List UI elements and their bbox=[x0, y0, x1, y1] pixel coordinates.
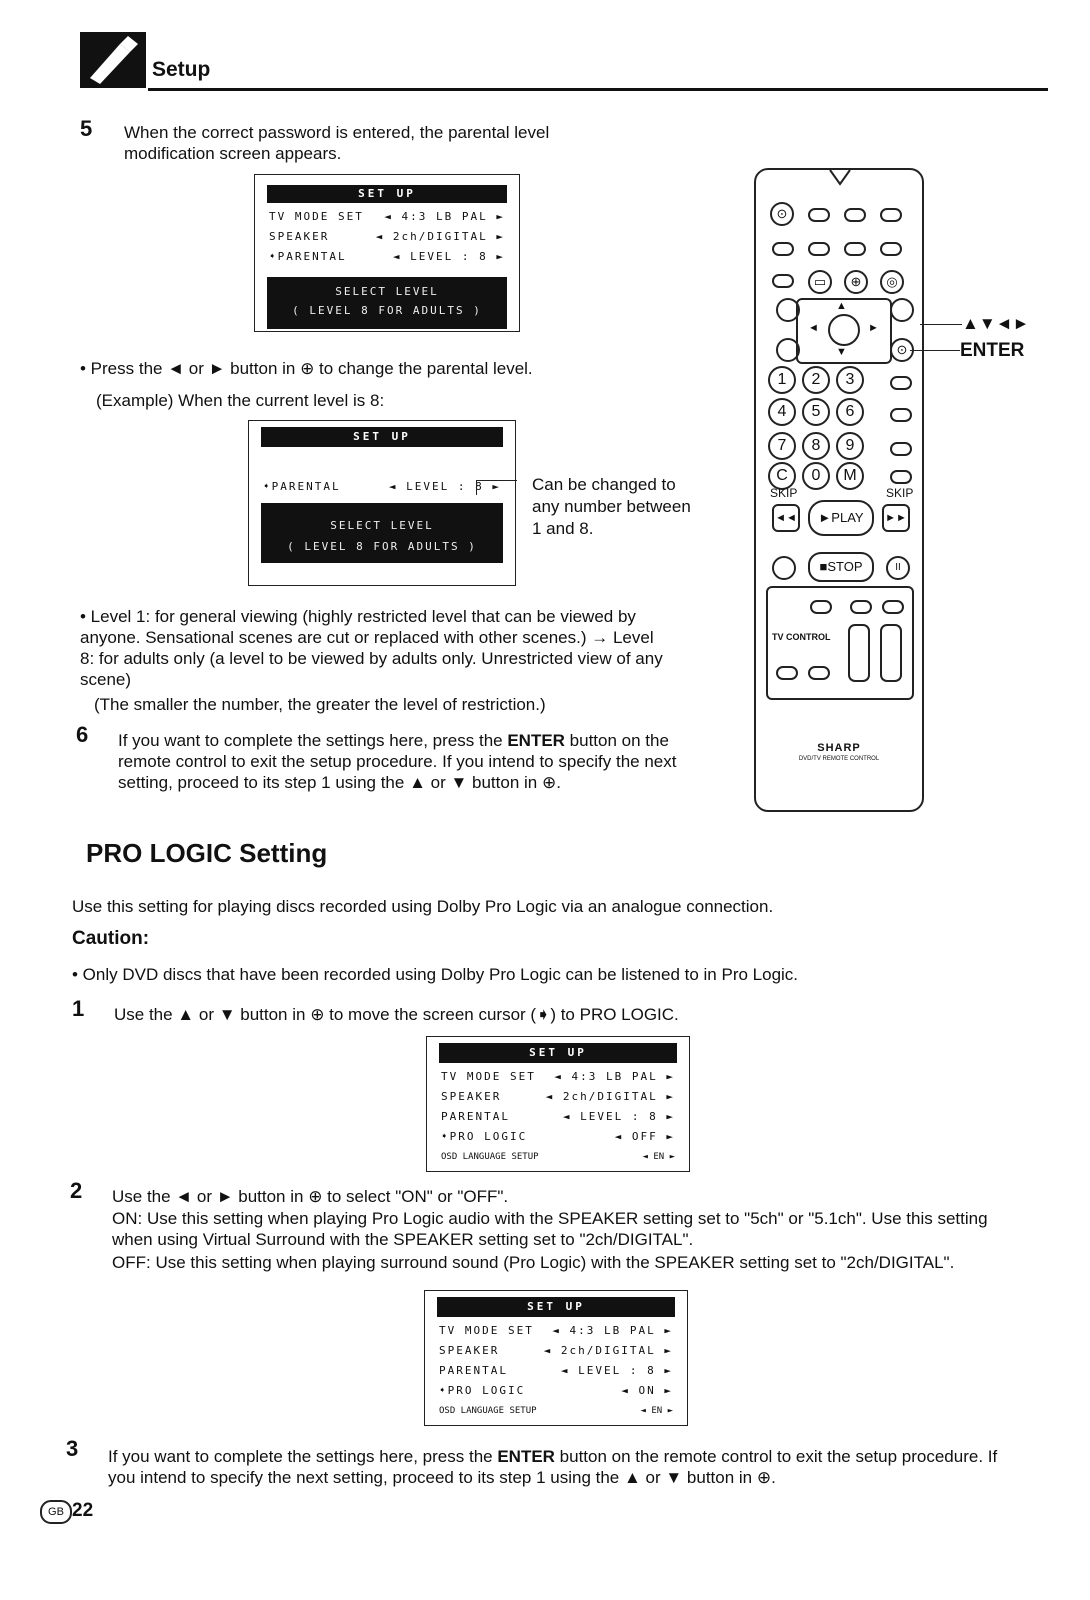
osd-select-box: SELECT LEVEL ( LEVEL 8 FOR ADULTS ) bbox=[267, 277, 507, 329]
restriction-note: (The smaller the number, the greater the level of restriction.) bbox=[94, 695, 546, 714]
step-5-number: 5 bbox=[80, 116, 93, 141]
open-close-button[interactable] bbox=[880, 208, 902, 222]
cursor-pad bbox=[796, 298, 892, 364]
digit-4-button[interactable]: 4 bbox=[768, 398, 796, 426]
osd-row: ➧PARENTAL ◄ LEVEL : 8 ► bbox=[269, 250, 505, 263]
fwd-button[interactable] bbox=[850, 600, 872, 614]
digit-5-button[interactable]: 5 bbox=[802, 398, 830, 426]
digit-7-button[interactable]: 7 bbox=[768, 432, 796, 460]
digit-8-button[interactable]: 8 bbox=[802, 432, 830, 460]
page-number: 22 bbox=[72, 1500, 94, 1521]
pro-logic-intro: Use this setting for playing discs recorded using Dolby Pro Logic via an analogue connection. bbox=[72, 897, 774, 916]
osd-row: SPEAKER ◄ 2ch/DIGITAL ► bbox=[269, 230, 505, 243]
digital-gamma-button[interactable] bbox=[844, 242, 866, 256]
digit-6-button[interactable]: 6 bbox=[836, 398, 864, 426]
left-arrow-icon[interactable]: ◄ bbox=[808, 322, 819, 334]
repeat-button[interactable] bbox=[890, 376, 912, 390]
osd-row: SPEAKER ◄ 2ch/DIGITAL ► bbox=[441, 1090, 675, 1103]
right-arrow-icon[interactable]: ► bbox=[868, 322, 879, 334]
return-button[interactable] bbox=[776, 338, 800, 362]
osd-row: OSD LANGUAGE SETUP ◄ EN ► bbox=[439, 1406, 673, 1416]
osd-setup-parental bbox=[254, 174, 520, 332]
page-section-title: Setup bbox=[152, 58, 211, 81]
osd-title: SET UP bbox=[437, 1297, 675, 1317]
osd-row: TV MODE SET ◄ 4:3 LB PAL ► bbox=[439, 1324, 673, 1337]
step-2-number: 2 bbox=[70, 1178, 83, 1203]
osd-row: SPEAKER ◄ 2ch/DIGITAL ► bbox=[439, 1344, 673, 1357]
virtual-button[interactable] bbox=[808, 242, 830, 256]
skip-back-icon[interactable]: ◄◄ bbox=[772, 504, 800, 532]
osd-row: OSD LANGUAGE SETUP ◄ EN ► bbox=[441, 1152, 675, 1162]
osd-row: ➧PRO LOGIC ◄ OFF ► bbox=[441, 1130, 675, 1143]
step-3-number: 3 bbox=[66, 1436, 79, 1461]
step-2-on-text: ON: Use this setting when playing Pro Logic audio with the SPEAKER setting set to "5ch" or "5.1ch". Use this setting when using Virtual Surround with the SPEAKER setting set to "2ch/DIGITAL". bbox=[112, 1209, 988, 1249]
enter-button[interactable]: ⊙ bbox=[890, 338, 914, 362]
callout-line bbox=[476, 480, 517, 495]
brand-logo: SHARP bbox=[817, 742, 861, 754]
osd-row: ➧PARENTAL ◄ LEVEL : 8 ► bbox=[263, 480, 501, 493]
down-arrow-icon[interactable]: ▼ bbox=[836, 346, 847, 358]
clear-button[interactable]: C bbox=[768, 462, 796, 490]
region-badge: GB bbox=[40, 1500, 72, 1524]
rev-button[interactable] bbox=[810, 600, 832, 614]
bullet-level-description: • Level 1: for general viewing (highly restricted level that can be viewed by anyone. Sensational scenes are cut or replaced with other scenes.) → Level 8: for adults only (a level to be viewed by adults only. Unrestricted view of any scene) bbox=[80, 607, 663, 689]
osd-row: TV MODE SET ◄ 4:3 LB PAL ► bbox=[441, 1070, 675, 1083]
volume-rocker[interactable] bbox=[880, 624, 902, 682]
osd-row: TV MODE SET ◄ 4:3 LB PAL ► bbox=[269, 210, 505, 223]
step-5-text: When the correct password is entered, the parental level modification screen appears. bbox=[124, 123, 550, 163]
caution-heading: Caution: bbox=[72, 928, 150, 949]
osd-row: PARENTAL ◄ LEVEL : 8 ► bbox=[441, 1110, 675, 1123]
setup-logo-icon bbox=[80, 32, 146, 88]
osd-title: SET UP bbox=[267, 185, 507, 203]
step-2-text: Use the ◄ or ► button in ⊕ to select "ON" or "OFF". bbox=[112, 1187, 509, 1206]
skip-left-label: SKIP bbox=[770, 486, 798, 500]
digit-0-button[interactable]: 0 bbox=[802, 462, 830, 490]
direct-button[interactable] bbox=[890, 470, 912, 484]
ab-repeat-button[interactable] bbox=[890, 408, 912, 422]
enter-center-button[interactable] bbox=[828, 314, 860, 346]
step-6-text: If you want to complete the settings here, press the ENTER button on the remote control to exit the setup procedure. If you intend to specify the next setting, proceed to its step 1 using the ▲ or ▼ button in ⊕. bbox=[118, 731, 677, 792]
tv-input-button[interactable] bbox=[808, 666, 830, 680]
setup-button[interactable] bbox=[772, 242, 794, 256]
audio-button[interactable]: ◎ bbox=[880, 270, 904, 294]
osd-row: ➧PRO LOGIC ◄ ON ► bbox=[439, 1384, 673, 1397]
tv-control-label: TV CONTROL bbox=[772, 632, 831, 642]
digit-1-button[interactable]: 1 bbox=[768, 366, 796, 394]
remote-control bbox=[754, 168, 924, 812]
dimmer-button[interactable] bbox=[808, 208, 830, 222]
menu-button[interactable] bbox=[890, 298, 914, 322]
osd-level-example bbox=[248, 420, 516, 586]
up-arrow-icon[interactable]: ▲ bbox=[836, 300, 847, 312]
step-2-off-text: OFF: Use this setting when playing surround sound (Pro Logic) with the SPEAKER setting set to "2ch/DIGITAL". bbox=[112, 1253, 955, 1272]
step-1-text: Use the ▲ or ▼ button in ⊕ to move the screen cursor (➧) to PRO LOGIC. bbox=[114, 1005, 679, 1024]
program-button[interactable] bbox=[890, 442, 912, 456]
arrows-leader-line bbox=[920, 324, 962, 325]
pause-button[interactable]: II bbox=[886, 556, 910, 580]
subtitle-button[interactable]: ▭ bbox=[808, 270, 832, 294]
step-1-number: 1 bbox=[72, 996, 85, 1021]
caution-text: • Only DVD discs that have been recorded using Dolby Pro Logic can be listened to in Pro Logic. bbox=[72, 965, 799, 984]
subtitle-onoff-button[interactable] bbox=[772, 274, 794, 288]
play-button[interactable]: ►PLAY bbox=[808, 500, 874, 536]
skip-forward-icon[interactable]: ►► bbox=[882, 504, 910, 532]
step-6-number: 6 bbox=[76, 722, 89, 747]
memory-button[interactable]: M bbox=[836, 462, 864, 490]
digit-3-button[interactable]: 3 bbox=[836, 366, 864, 394]
stop-button[interactable]: ■STOP bbox=[808, 552, 874, 582]
angle-button[interactable]: ⊕ bbox=[844, 270, 868, 294]
digit-9-button[interactable]: 9 bbox=[836, 432, 864, 460]
enter-label: ENTER bbox=[960, 340, 1025, 361]
step-3-text: If you want to complete the settings here, press the ENTER button on the remote control to exit the setup procedure. If you intend to specify the next setting, proceed to its step 1 using the ▲ or ▼ button in ⊕. bbox=[108, 1447, 998, 1487]
osd-select-box: SELECT LEVEL ( LEVEL 8 FOR ADULTS ) bbox=[261, 503, 503, 563]
header-rule bbox=[148, 88, 1048, 91]
osd-title: SET UP bbox=[439, 1043, 677, 1063]
slow-button[interactable] bbox=[882, 600, 904, 614]
osd-pro-logic-on bbox=[424, 1290, 688, 1426]
skip-right-label: SKIP bbox=[886, 486, 914, 500]
tv-operate-button[interactable] bbox=[776, 666, 798, 680]
resume-button[interactable] bbox=[772, 556, 796, 580]
osd-row: PARENTAL ◄ LEVEL : 8 ► bbox=[439, 1364, 673, 1377]
enter-leader-line bbox=[910, 350, 960, 351]
example-text: (Example) When the current level is 8: bbox=[96, 391, 385, 410]
lower-panel bbox=[766, 586, 914, 700]
digit-2-button[interactable]: 2 bbox=[802, 366, 830, 394]
pro-logic-heading: PRO LOGIC Setting bbox=[86, 838, 328, 868]
osd-pro-logic-off bbox=[426, 1036, 690, 1172]
operate-button[interactable]: ⊙ bbox=[770, 202, 794, 226]
model-label: DVD/TV REMOTE CONTROL bbox=[798, 756, 880, 762]
osd-title: SET UP bbox=[261, 427, 503, 447]
channel-rocker[interactable] bbox=[848, 624, 870, 682]
callout-text: Can be changed to any number between 1 and 8. bbox=[532, 475, 691, 538]
bullet-change-level: • Press the ◄ or ► button in ⊕ to change the parental level. bbox=[80, 359, 533, 378]
digital-superpicture-button[interactable] bbox=[880, 242, 902, 256]
display-button[interactable] bbox=[844, 208, 866, 222]
arrows-label: ▲▼◄► bbox=[962, 314, 1030, 333]
